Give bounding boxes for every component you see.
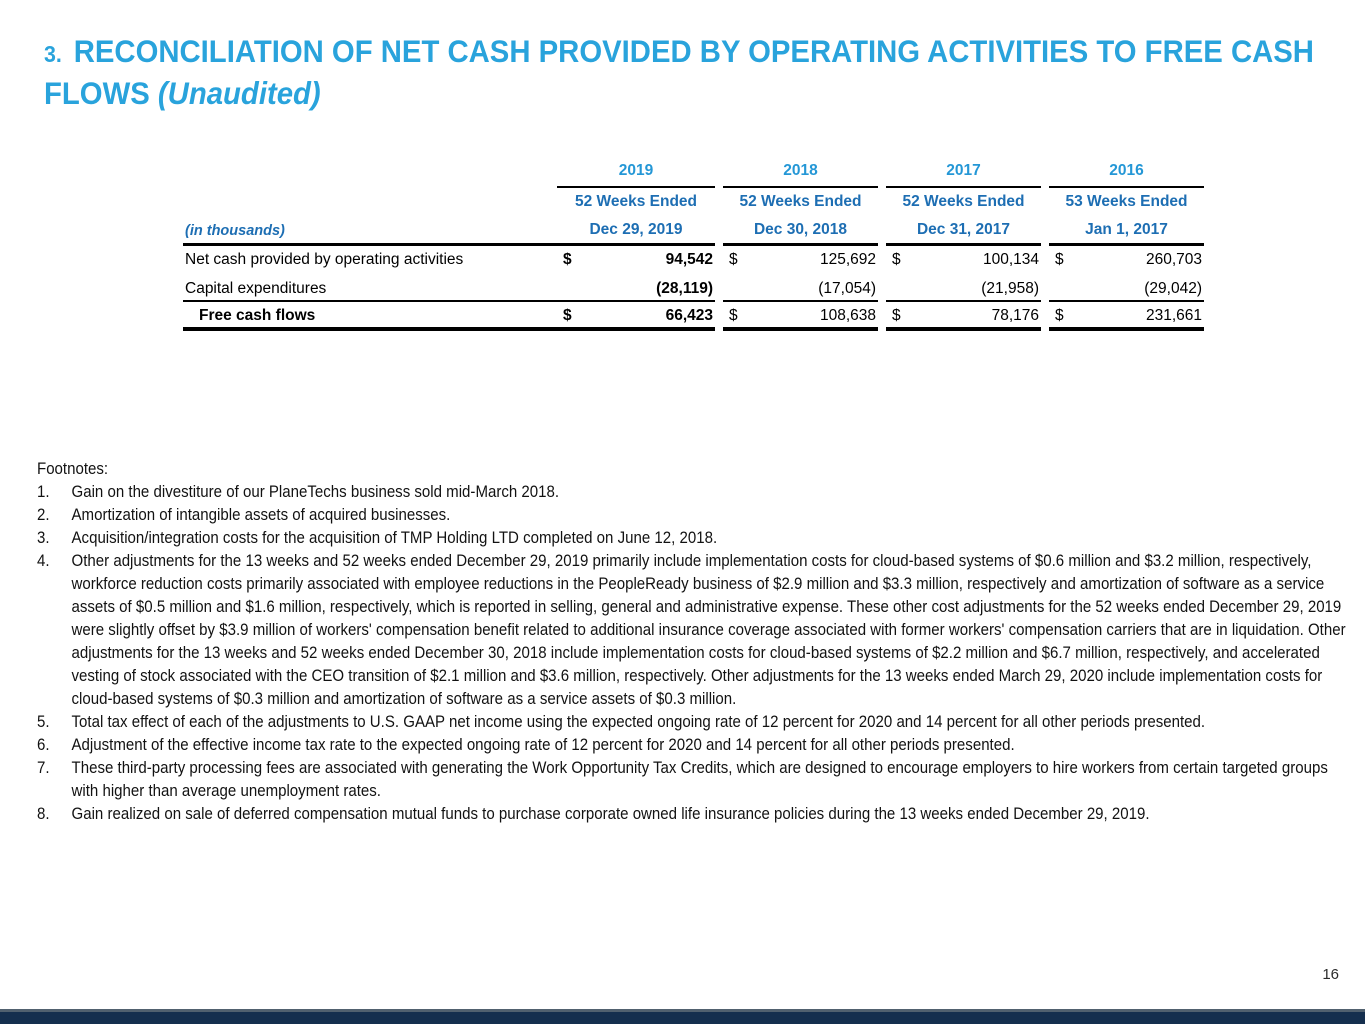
subtotal-rule-segment (886, 300, 1041, 302)
footnote-number: 3. (37, 528, 50, 547)
header-rule-segment (886, 243, 1041, 246)
column-header-date: Dec 29, 2019 (589, 221, 683, 238)
column-header-date: Dec 30, 2018 (753, 221, 848, 238)
footnote-item (37, 710, 1353, 733)
footnote-text: Other adjustments for the 13 weeks and 52 weeks ended December 29, 2019 primarily include implementation costs for cloud-based systems of $0.6 million and $3.2 million, respectively, workforce reduction costs primarily associated with employee reductions in the PeopleReady business of $2.9 million and $3.3 million, respectively and amortization of software as a service assets of $0.5 million and $1.6 million, respectively, which is reported in selling, general and administrative expense. These other cost adjustments for the 52 weeks ended December 29, 2019 were slightly offset by $3.9 million of workers' compensation benefit related to additional insurance coverage associated with former workers' compensation carriers that are in liquidation. Other adjustments for the 13 weeks and 52 weeks ended December 30, 2018 include implementation costs for cloud-based systems of $2.2 million and $6.7 million, respectively, and accelerated vesting of stock associated with the CEO transition of $2.1 million and $3.6 million, respectively. Other adjustments for the 13 weeks ended March 29, 2020 include implementation costs for cloud-based systems of $0.3 million and amortization of software as a service assets of $0.3 million. (71, 551, 1346, 708)
subtotal-rule-segment (723, 300, 878, 302)
cell-value: (17,054) (818, 280, 876, 297)
footnote-item (37, 802, 1353, 825)
header-rule-segment (1049, 243, 1204, 246)
footnote-text: Acquisition/integration costs for the acquisition of TMP Holding LTD completed on June 12, 2018. (71, 528, 718, 547)
free-cash-flow-table (183, 162, 1213, 338)
table-cell (723, 307, 878, 326)
cell-value: (21,958) (981, 280, 1039, 297)
column-header-date: Dec 31, 2017 (916, 221, 1011, 238)
cell-value: 100,134 (982, 251, 1039, 268)
year-underline (723, 186, 878, 188)
dollar-sign: $ (729, 251, 738, 268)
subtotal-rule-segment (1049, 300, 1204, 302)
column-header-date: Jan 1, 2017 (1085, 221, 1168, 238)
footnote-text: Adjustment of the effective income tax rate to the expected ongoing rate of 12 percent for 2020 and 14 percent for all other periods presented. (71, 735, 1015, 754)
footnote-item (37, 756, 1353, 802)
footnote-number: 2. (37, 505, 50, 524)
dollar-sign: $ (729, 307, 738, 324)
title-text: RECONCILIATION OF NET CASH PROVIDED BY OPERATING ACTIVITIES TO FREE CASH FLOWS (44, 33, 1314, 111)
footnote-number: 4. (37, 551, 50, 570)
column-header-year-2016: 2016 (1109, 162, 1144, 179)
footnote-item (37, 503, 1353, 526)
dollar-sign: $ (1055, 251, 1064, 268)
dollar-sign: $ (563, 307, 572, 324)
table-cell (557, 307, 715, 326)
cell-value: 66,423 (665, 307, 713, 324)
footnote-item (37, 526, 1353, 549)
column-header-weeks: 53 Weeks Ended (1065, 193, 1188, 210)
table-cell (723, 280, 878, 299)
footnote-text: These third-party processing fees are associated with generating the Work Opportunity Tax Credits, which are designed to encourage employers to hire workers from certain targeted groups with higher than average unemployment rates. (71, 758, 1328, 800)
column-header-year-2017: 2017 (946, 162, 981, 179)
footnote-number: 1. (37, 482, 50, 501)
table-cell (886, 307, 1041, 326)
table-cell (886, 280, 1041, 299)
title-unaudited: (Unaudited) (157, 75, 321, 111)
subtotal-rule-segment (183, 300, 715, 302)
dollar-sign: $ (1055, 307, 1064, 324)
total-rule-segment (1049, 327, 1204, 331)
footnote-text: Gain on the divestiture of our PlaneTechs business sold mid-March 2018. (71, 482, 560, 501)
column-header-year-2019: 2019 (618, 162, 654, 179)
footnote-text: Total tax effect of each of the adjustments to U.S. GAAP net income using the expected ongoing rate of 12 percent for 2020 and 14 percent for all other periods presented. (71, 712, 1206, 731)
table-cell (557, 251, 715, 270)
page-number: 16 (1322, 966, 1339, 983)
footnote-number: 5. (37, 712, 50, 731)
dollar-sign: $ (892, 251, 901, 268)
header-rule-segment (183, 243, 715, 246)
in-thousands-label: (in thousands) (185, 223, 285, 239)
row-label-capex: Capital expenditures (185, 280, 327, 297)
cell-value: 108,638 (819, 307, 876, 324)
dollar-sign: $ (892, 307, 901, 324)
table-cell (1049, 307, 1204, 326)
cell-value: (29,042) (1144, 280, 1202, 297)
footnote-text: Gain realized on sale of deferred compensation mutual funds to purchase corporate owned life insurance policies during the 13 weeks ended December 29, 2019. (71, 804, 1150, 823)
footnote-item (37, 733, 1353, 756)
column-header-weeks: 52 Weeks Ended (574, 193, 698, 210)
footer-bar (0, 1012, 1365, 1024)
cell-value: 125,692 (819, 251, 876, 268)
year-underline (886, 186, 1041, 188)
page-title (44, 32, 1346, 113)
row-label-operating-cash: Net cash provided by operating activities (185, 251, 464, 268)
year-underline (557, 186, 715, 188)
footnote-number: 7. (37, 758, 50, 777)
cell-value: 260,703 (1145, 251, 1202, 268)
row-label-free-cash-flows: Free cash flows (199, 307, 316, 324)
cell-value: (28,119) (656, 280, 713, 297)
table-cell (1049, 251, 1204, 270)
column-header-weeks: 52 Weeks Ended (739, 193, 862, 210)
footnote-number: 8. (37, 804, 50, 823)
footnotes-heading: Footnotes: (37, 459, 109, 478)
header-rule-segment (723, 243, 878, 246)
table-cell (557, 280, 715, 299)
column-header-year-2018: 2018 (783, 162, 818, 179)
table-cell (723, 251, 878, 270)
footnotes-section (37, 457, 1353, 825)
cell-value: 94,542 (665, 251, 713, 268)
table-cell (886, 251, 1041, 270)
cell-value: 78,176 (991, 307, 1039, 324)
footnote-text: Amortization of intangible assets of acquired businesses. (71, 505, 451, 524)
table-cell (1049, 280, 1204, 299)
total-rule-segment (183, 327, 715, 331)
footnote-item (37, 480, 1353, 503)
footnote-number: 6. (37, 735, 50, 754)
footnote-item (37, 549, 1353, 710)
column-header-weeks: 52 Weeks Ended (902, 193, 1025, 210)
title-number: 3. (44, 41, 62, 67)
total-rule-segment (886, 327, 1041, 331)
dollar-sign: $ (563, 251, 572, 268)
total-rule-segment (723, 327, 878, 331)
cell-value: 231,661 (1145, 307, 1202, 324)
year-underline (1049, 186, 1204, 188)
